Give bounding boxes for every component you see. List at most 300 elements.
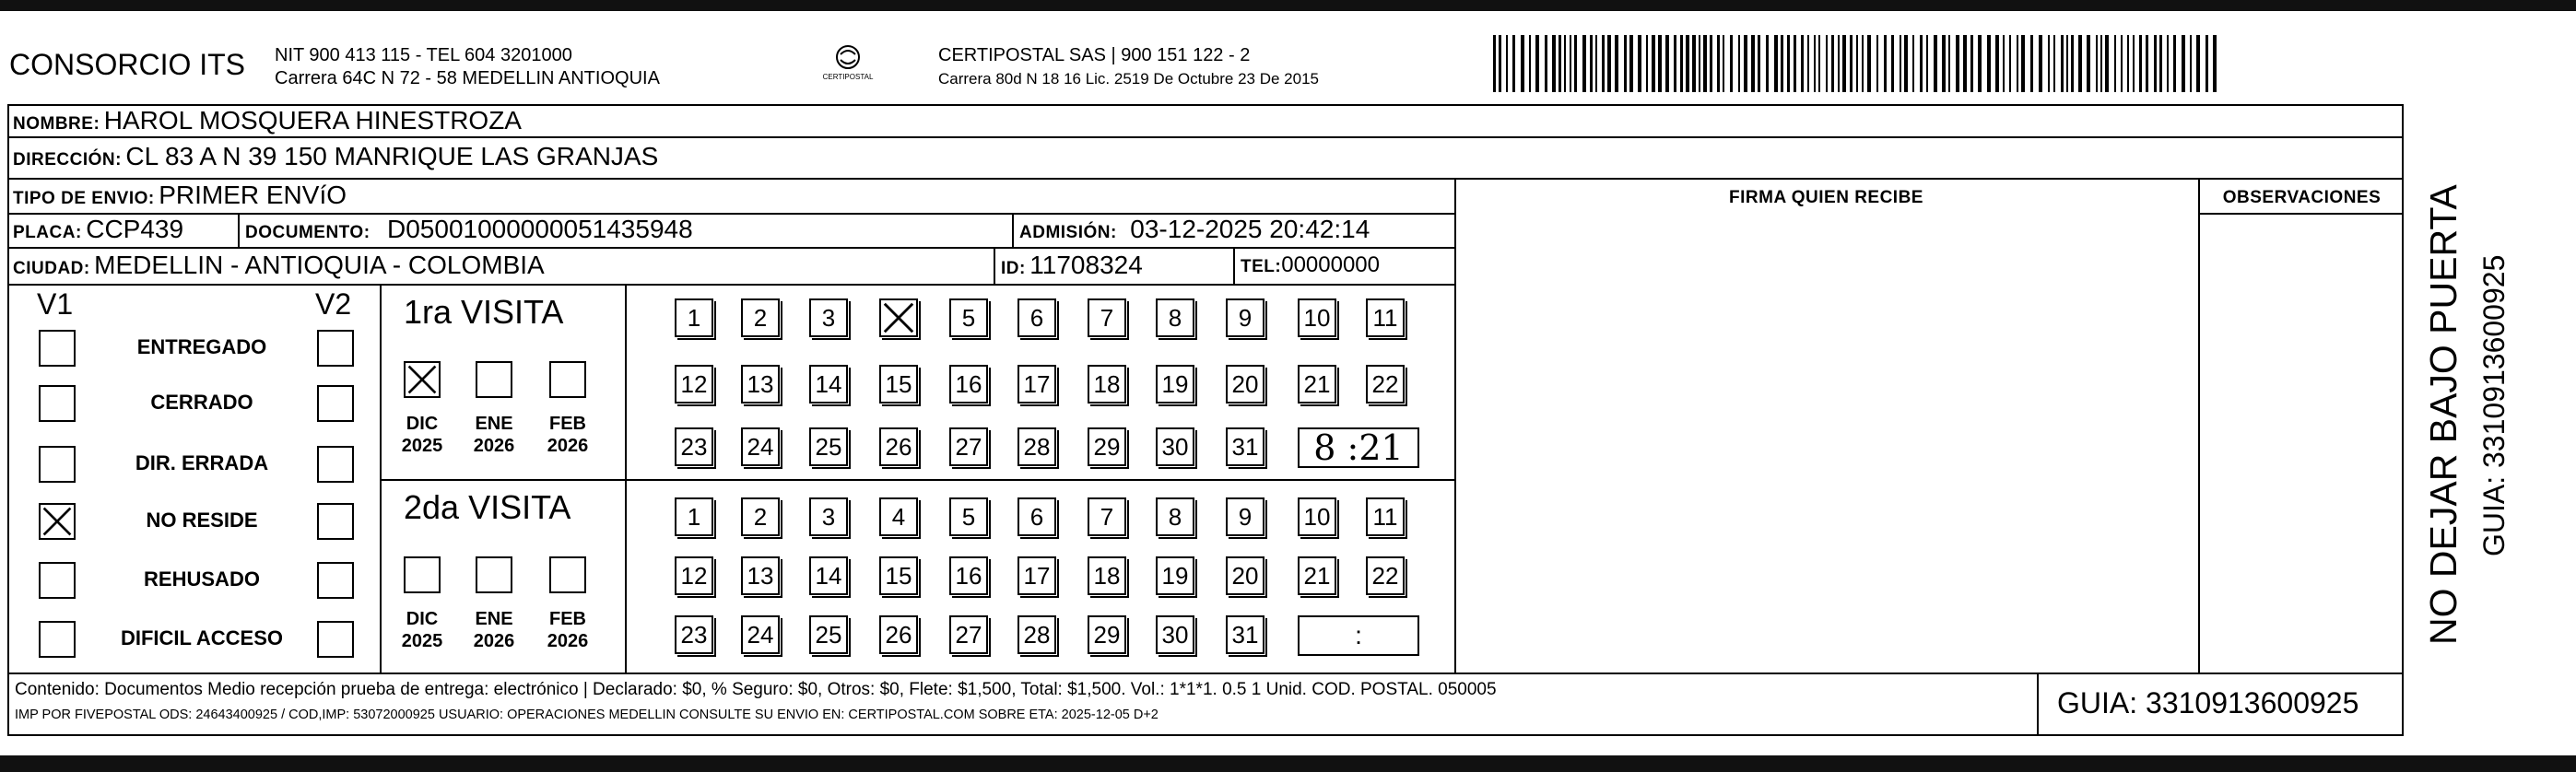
- month-year: 2025: [401, 436, 443, 456]
- day-number: 29: [1093, 620, 1121, 649]
- day-number: 17: [1023, 369, 1051, 398]
- day-number: 20: [1231, 561, 1259, 590]
- id-cell: [1001, 251, 1143, 280]
- nombre-label: NOMBRE:: [13, 114, 100, 134]
- month-name: DIC: [406, 609, 439, 629]
- barcode-bar: [2139, 35, 2142, 92]
- day-box[interactable]: [1088, 427, 1126, 466]
- barcode-bar: [1794, 35, 1796, 92]
- day-box[interactable]: [1366, 497, 1405, 536]
- barcode-bar: [1831, 35, 1834, 92]
- day-number: 13: [747, 369, 774, 398]
- day-box[interactable]: [1017, 556, 1056, 595]
- month-year: 2026: [547, 436, 589, 456]
- barcode-bar: [1710, 35, 1712, 92]
- observaciones-header: OBSERVACIONES: [2222, 188, 2382, 207]
- barcode-bar: [1774, 35, 1778, 92]
- tel-label: TEL:: [1241, 257, 1282, 276]
- day-box[interactable]: [1156, 497, 1194, 536]
- day-number: 27: [955, 432, 982, 461]
- day-number: 7: [1100, 502, 1114, 531]
- barcode-bar: [2066, 35, 2068, 92]
- day-box[interactable]: [809, 298, 848, 337]
- barcode-bar: [1665, 35, 1669, 92]
- barcode-bar: [2205, 35, 2208, 92]
- day-box[interactable]: [1088, 556, 1126, 595]
- month-checkbox[interactable]: [476, 361, 512, 398]
- barcode-bar: [1867, 35, 1871, 92]
- admision-cell: [1019, 215, 1370, 244]
- month-name: ENE: [475, 609, 513, 629]
- day-number: 23: [680, 432, 708, 461]
- day-number: 17: [1023, 561, 1051, 590]
- day-number: 13: [747, 561, 774, 590]
- barcode-bar: [1995, 35, 1999, 92]
- day-number: 6: [1029, 303, 1044, 332]
- reason-label: ENTREGADO: [136, 335, 267, 358]
- imp-text: IMP POR FIVEPOSTAL ODS: 24643400925 / COD,IMP: 53072000925 USUARIO: OPERACIONES MEDELLIN CONSULTE SU ENVIO EN: CERTIPOSTAL.COM SOBRE ETA: 2025-12-05 D+2: [15, 708, 1159, 722]
- day-number: 28: [1023, 620, 1051, 649]
- nombre-value: HAROL MOSQUERA HINESTROZA: [103, 106, 522, 135]
- month-checkbox[interactable]: [476, 556, 512, 593]
- barcode-bar: [1607, 35, 1611, 92]
- day-number: 12: [680, 369, 708, 398]
- barcode-bar: [2154, 35, 2157, 92]
- barcode-bar: [2105, 35, 2109, 92]
- id-label: ID:: [1001, 259, 1026, 278]
- day-box[interactable]: [809, 556, 848, 595]
- v1-checkbox[interactable]: [39, 446, 76, 483]
- ciudad-cell: [13, 251, 545, 280]
- day-number: 4: [891, 502, 906, 531]
- reason-label: DIR. ERRADA: [135, 451, 269, 474]
- ciudad-label: CIUDAD:: [13, 259, 90, 278]
- v1-checkbox[interactable]: [39, 385, 76, 422]
- day-number: 15: [885, 561, 912, 590]
- day-box[interactable]: [949, 556, 988, 595]
- day-box[interactable]: [1156, 427, 1194, 466]
- barcode-bar: [1717, 35, 1720, 92]
- barcode-bar: [1521, 35, 1524, 92]
- barcode-bar: [2182, 35, 2185, 92]
- day-number: 9: [1238, 502, 1253, 531]
- barcode-bar: [2167, 35, 2169, 92]
- day-number: 3: [821, 303, 836, 332]
- barcode-bar: [2159, 35, 2162, 92]
- day-box[interactable]: [741, 556, 780, 595]
- day-box[interactable]: [675, 615, 713, 654]
- barcode-bar: [1904, 35, 1908, 92]
- company-name: CONSORCIO ITS: [9, 48, 246, 81]
- certipostal-logo: [820, 41, 876, 88]
- second-visit-time[interactable]: :: [1298, 615, 1419, 656]
- day-box[interactable]: [741, 365, 780, 404]
- barcode-bar: [1900, 35, 1901, 92]
- barcode-bar: [1692, 35, 1696, 92]
- day-box[interactable]: [1017, 298, 1056, 337]
- day-box[interactable]: [1017, 615, 1056, 654]
- month-year: 2025: [401, 631, 443, 651]
- day-box[interactable]: [1156, 298, 1194, 337]
- contenido-text: Contenido: Documentos Medio recepción prueba de entrega: electrónico | Declarado: $0, % Seguro: $0, Otros: $0, Flete: $1,500, Total: $1,500. Vol.: 1*1*1. 0.5 1 Unid. COD. POSTAL. 050005: [15, 680, 1497, 699]
- reason-label: CERRADO: [150, 391, 253, 414]
- day-box[interactable]: [1366, 298, 1405, 337]
- documento-label: DOCUMENTO:: [245, 223, 371, 242]
- reason-label: NO RESIDE: [146, 509, 258, 532]
- barcode: [1493, 35, 2221, 92]
- barcode-bar: [1978, 35, 1982, 92]
- day-number: 16: [955, 561, 982, 590]
- day-number: 19: [1161, 561, 1189, 590]
- day-box[interactable]: [879, 556, 918, 595]
- barcode-bar: [1876, 35, 1878, 92]
- barcode-bar: [2030, 35, 2033, 92]
- day-box[interactable]: [1156, 556, 1194, 595]
- day-box[interactable]: [1226, 556, 1264, 595]
- day-number: 28: [1023, 432, 1051, 461]
- barcode-bar: [1582, 35, 1586, 92]
- day-box[interactable]: [675, 298, 713, 337]
- day-number: 18: [1093, 561, 1121, 590]
- day-number: 9: [1238, 303, 1253, 332]
- company-address: Carrera 64C N 72 - 58 MEDELLIN ANTIOQUIA: [275, 68, 660, 88]
- barcode-bar: [1891, 35, 1894, 92]
- day-box[interactable]: [1226, 298, 1264, 337]
- side-guia: GUIA: 3310913600925: [2477, 254, 2511, 556]
- barcode-bar: [1652, 35, 1655, 92]
- day-box[interactable]: [879, 497, 918, 536]
- day-number: 7: [1100, 303, 1114, 332]
- day-number: 22: [1371, 561, 1399, 590]
- day-box[interactable]: [675, 365, 713, 404]
- barcode-bar: [1842, 35, 1846, 92]
- day-box[interactable]: [879, 615, 918, 654]
- day-box[interactable]: [1088, 615, 1126, 654]
- v2-checkbox[interactable]: [317, 621, 354, 658]
- day-box[interactable]: [675, 497, 713, 536]
- barcode-bar: [2009, 35, 2011, 92]
- barcode-bar: [1545, 35, 1547, 92]
- day-box[interactable]: [741, 298, 780, 337]
- day-number: 8: [1168, 303, 1182, 332]
- barcode-bar: [1920, 35, 1923, 92]
- nombre-row: [13, 106, 522, 135]
- month-label: [538, 413, 597, 457]
- day-box[interactable]: [1017, 427, 1056, 466]
- barcode-bar: [1963, 35, 1967, 92]
- barcode-bar: [2017, 35, 2018, 92]
- day-box[interactable]: [1298, 365, 1336, 404]
- day-box[interactable]: [1156, 365, 1194, 404]
- month-label: [465, 413, 523, 457]
- month-name: ENE: [475, 414, 513, 434]
- barcode-bar: [1826, 35, 1828, 92]
- barcode-bar: [2048, 35, 2050, 92]
- barcode-bar: [2100, 35, 2102, 92]
- barcode-bar: [2196, 35, 2200, 92]
- side-warning: NO DEJAR BAJO PUERTA: [2422, 184, 2464, 645]
- v2-checkbox[interactable]: [317, 446, 354, 483]
- top-black-band: [0, 0, 2576, 11]
- v1-checkbox[interactable]: [39, 330, 76, 367]
- day-box[interactable]: [1298, 298, 1336, 337]
- day-number: 23: [680, 620, 708, 649]
- id-value: 11708324: [1029, 251, 1143, 279]
- barcode-bar: [1744, 35, 1747, 92]
- v2-checkbox[interactable]: [317, 330, 354, 367]
- barcode-bar: [2087, 35, 2090, 92]
- barcode-bar: [1723, 35, 1724, 92]
- barcode-bar: [1559, 35, 1561, 92]
- day-number: 24: [747, 432, 774, 461]
- day-number: 6: [1029, 502, 1044, 531]
- v1-checkbox[interactable]: [39, 621, 76, 658]
- barcode-bar: [2039, 35, 2042, 92]
- day-number: 14: [815, 561, 842, 590]
- day-box[interactable]: [1017, 365, 1056, 404]
- barcode-bar: [1948, 35, 1950, 92]
- day-box[interactable]: [879, 298, 918, 337]
- day-box[interactable]: [809, 427, 848, 466]
- day-number: 24: [747, 620, 774, 649]
- month-label: [393, 608, 452, 652]
- reason-label: REHUSADO: [144, 567, 260, 591]
- day-number: 1: [687, 502, 701, 531]
- barcode-bar: [1506, 35, 1508, 92]
- barcode-bar: [1499, 35, 1501, 92]
- barcode-bar: [1493, 35, 1496, 92]
- barcode-bar: [2114, 35, 2116, 92]
- barcode-bar: [1942, 35, 1946, 92]
- barcode-bar: [1680, 35, 1683, 92]
- day-box[interactable]: [1226, 615, 1264, 654]
- day-number: 5: [961, 303, 976, 332]
- v1-checkbox[interactable]: [39, 562, 76, 599]
- day-number: 20: [1231, 369, 1259, 398]
- day-number: 21: [1303, 369, 1331, 398]
- first-visit-title: 1ra VISITA: [404, 293, 564, 331]
- day-number: 25: [815, 432, 842, 461]
- month-year: 2026: [473, 631, 515, 651]
- tel-cell: [1241, 252, 1380, 278]
- barcode-bar: [2071, 35, 2074, 92]
- barcode-bar: [2213, 35, 2217, 92]
- day-box[interactable]: [949, 365, 988, 404]
- barcode-bar: [1535, 35, 1539, 92]
- barcode-bar: [1552, 35, 1556, 92]
- day-number: 27: [955, 620, 982, 649]
- day-box[interactable]: [1298, 497, 1336, 536]
- v2-label: V2: [315, 287, 352, 321]
- day-box[interactable]: [809, 615, 848, 654]
- barcode-bar: [1512, 35, 1515, 92]
- second-visit-title: 2da VISITA: [404, 488, 571, 526]
- tel-value: 00000000: [1281, 252, 1380, 277]
- barcode-bar: [2053, 35, 2055, 92]
- day-number: 10: [1303, 303, 1331, 332]
- first-visit-time[interactable]: 8 :21: [1298, 427, 1419, 468]
- v2-checkbox[interactable]: [317, 385, 354, 422]
- direccion-row: [13, 142, 658, 171]
- barcode-bar: [2190, 35, 2192, 92]
- barcode-bar: [1838, 35, 1840, 92]
- day-number: 19: [1161, 369, 1189, 398]
- reason-label: DIFICIL ACCESO: [120, 626, 283, 649]
- month-name: DIC: [406, 414, 439, 434]
- day-number: 8: [1168, 502, 1182, 531]
- day-number: 11: [1372, 502, 1398, 531]
- barcode-bar: [1730, 35, 1733, 92]
- month-checkbox[interactable]: [549, 361, 586, 398]
- barcode-bar: [1926, 35, 1928, 92]
- barcode-bar: [1970, 35, 1973, 92]
- placa-cell: [13, 215, 183, 244]
- day-box[interactable]: [809, 365, 848, 404]
- day-box[interactable]: [1298, 556, 1336, 595]
- day-number: 29: [1093, 432, 1121, 461]
- month-name: FEB: [549, 609, 586, 629]
- day-number: 16: [955, 369, 982, 398]
- day-box[interactable]: [949, 615, 988, 654]
- barcode-bar: [1807, 35, 1809, 92]
- barcode-bar: [2173, 35, 2176, 92]
- courier-address: Carrera 80d N 18 16 Lic. 2519 De Octubre 23 De 2015: [938, 70, 1319, 88]
- barcode-bar: [1856, 35, 1858, 92]
- day-box[interactable]: [741, 427, 780, 466]
- day-box[interactable]: [741, 615, 780, 654]
- day-number: 5: [961, 502, 976, 531]
- barcode-bar: [1956, 35, 1959, 92]
- tipo-value: PRIMER ENVíO: [159, 181, 347, 209]
- day-number: 18: [1093, 369, 1121, 398]
- placa-label: PLACA:: [13, 223, 82, 242]
- day-number: 12: [680, 561, 708, 590]
- day-box[interactable]: [1088, 497, 1126, 536]
- v1-label: V1: [37, 287, 74, 321]
- day-number: 11: [1372, 303, 1398, 332]
- month-checkbox[interactable]: [549, 556, 586, 593]
- day-number: 10: [1303, 502, 1331, 531]
- barcode-bar: [1862, 35, 1864, 92]
- barcode-bar: [2133, 35, 2135, 92]
- day-box[interactable]: [1017, 497, 1056, 536]
- day-number: 30: [1161, 432, 1189, 461]
- barcode-bar: [1850, 35, 1853, 92]
- day-box[interactable]: [1366, 365, 1405, 404]
- barcode-bar: [1699, 35, 1700, 92]
- day-number: 22: [1371, 369, 1399, 398]
- barcode-bar: [1658, 35, 1662, 92]
- barcode-bar: [1818, 35, 1820, 92]
- barcode-bar: [1884, 35, 1887, 92]
- day-number: 15: [885, 369, 912, 398]
- company-nit: NIT 900 413 115 - TEL 604 3201000: [275, 45, 572, 65]
- day-box[interactable]: [879, 427, 918, 466]
- day-box[interactable]: [949, 298, 988, 337]
- day-box[interactable]: [1156, 615, 1194, 654]
- barcode-bar: [2021, 35, 2025, 92]
- day-number: 1: [687, 303, 701, 332]
- day-number: 30: [1161, 620, 1189, 649]
- day-box[interactable]: [949, 497, 988, 536]
- firma-header: FIRMA QUIEN RECIBE: [1729, 188, 1923, 207]
- barcode-bar: [1738, 35, 1740, 92]
- barcode-bar: [1590, 35, 1593, 92]
- barcode-bar: [1574, 35, 1577, 92]
- direccion-value: CL 83 A N 39 150 MANRIQUE LAS GRANJAS: [125, 142, 659, 170]
- day-box[interactable]: [741, 497, 780, 536]
- barcode-bar: [1703, 35, 1707, 92]
- v1-checkbox[interactable]: [39, 503, 76, 540]
- v2-checkbox[interactable]: [317, 503, 354, 540]
- day-box[interactable]: [809, 497, 848, 536]
- admision-value: 03-12-2025 20:42:14: [1130, 215, 1370, 243]
- day-box[interactable]: [1226, 365, 1264, 404]
- day-box[interactable]: [1226, 497, 1264, 536]
- month-label: [393, 413, 452, 457]
- month-checkbox[interactable]: [404, 556, 441, 593]
- barcode-bar: [1781, 35, 1783, 92]
- v2-checkbox[interactable]: [317, 562, 354, 599]
- barcode-bar: [1646, 35, 1648, 92]
- barcode-bar: [1674, 35, 1676, 92]
- day-number: 26: [885, 620, 912, 649]
- barcode-bar: [1934, 35, 1937, 92]
- month-name: FEB: [549, 414, 586, 434]
- day-number: 3: [821, 502, 836, 531]
- barcode-bar: [1686, 35, 1689, 92]
- tipo-row: [13, 181, 347, 210]
- courier-name: CERTIPOSTAL SAS | 900 151 122 - 2: [938, 45, 1251, 65]
- day-number: 31: [1231, 620, 1259, 649]
- barcode-bar: [1629, 35, 1633, 92]
- barcode-bar: [2003, 35, 2005, 92]
- documento-cell: [245, 215, 693, 244]
- barcode-bar: [1801, 35, 1804, 92]
- barcode-bar: [1987, 35, 1991, 92]
- barcode-bar: [1912, 35, 1914, 92]
- day-box[interactable]: [1088, 365, 1126, 404]
- month-year: 2026: [547, 631, 589, 651]
- barcode-bar: [1602, 35, 1605, 92]
- barcode-bar: [1529, 35, 1531, 92]
- day-box[interactable]: [949, 427, 988, 466]
- day-box[interactable]: [675, 556, 713, 595]
- day-number: 25: [815, 620, 842, 649]
- day-box[interactable]: [1226, 427, 1264, 466]
- month-label: [465, 608, 523, 652]
- barcode-bar: [1766, 35, 1769, 92]
- footer-guia: GUIA: 3310913600925: [2057, 686, 2359, 719]
- barcode-bar: [2146, 35, 2148, 92]
- barcode-bar: [2096, 35, 2098, 92]
- day-box[interactable]: [1366, 556, 1405, 595]
- direccion-label: DIRECCIÓN:: [13, 150, 122, 170]
- day-number: 2: [753, 502, 768, 531]
- barcode-bar: [1564, 35, 1566, 92]
- barcode-bar: [1751, 35, 1755, 92]
- month-label: [538, 608, 597, 652]
- day-number: 14: [815, 369, 842, 398]
- barcode-bar: [2121, 35, 2123, 92]
- day-number: 2: [753, 303, 768, 332]
- tipo-label: TIPO DE ENVIO:: [13, 189, 155, 208]
- barcode-bar: [2061, 35, 2064, 92]
- month-checkbox[interactable]: [404, 361, 441, 398]
- day-box[interactable]: [879, 365, 918, 404]
- day-box[interactable]: [675, 427, 713, 466]
- day-box[interactable]: [1088, 298, 1126, 337]
